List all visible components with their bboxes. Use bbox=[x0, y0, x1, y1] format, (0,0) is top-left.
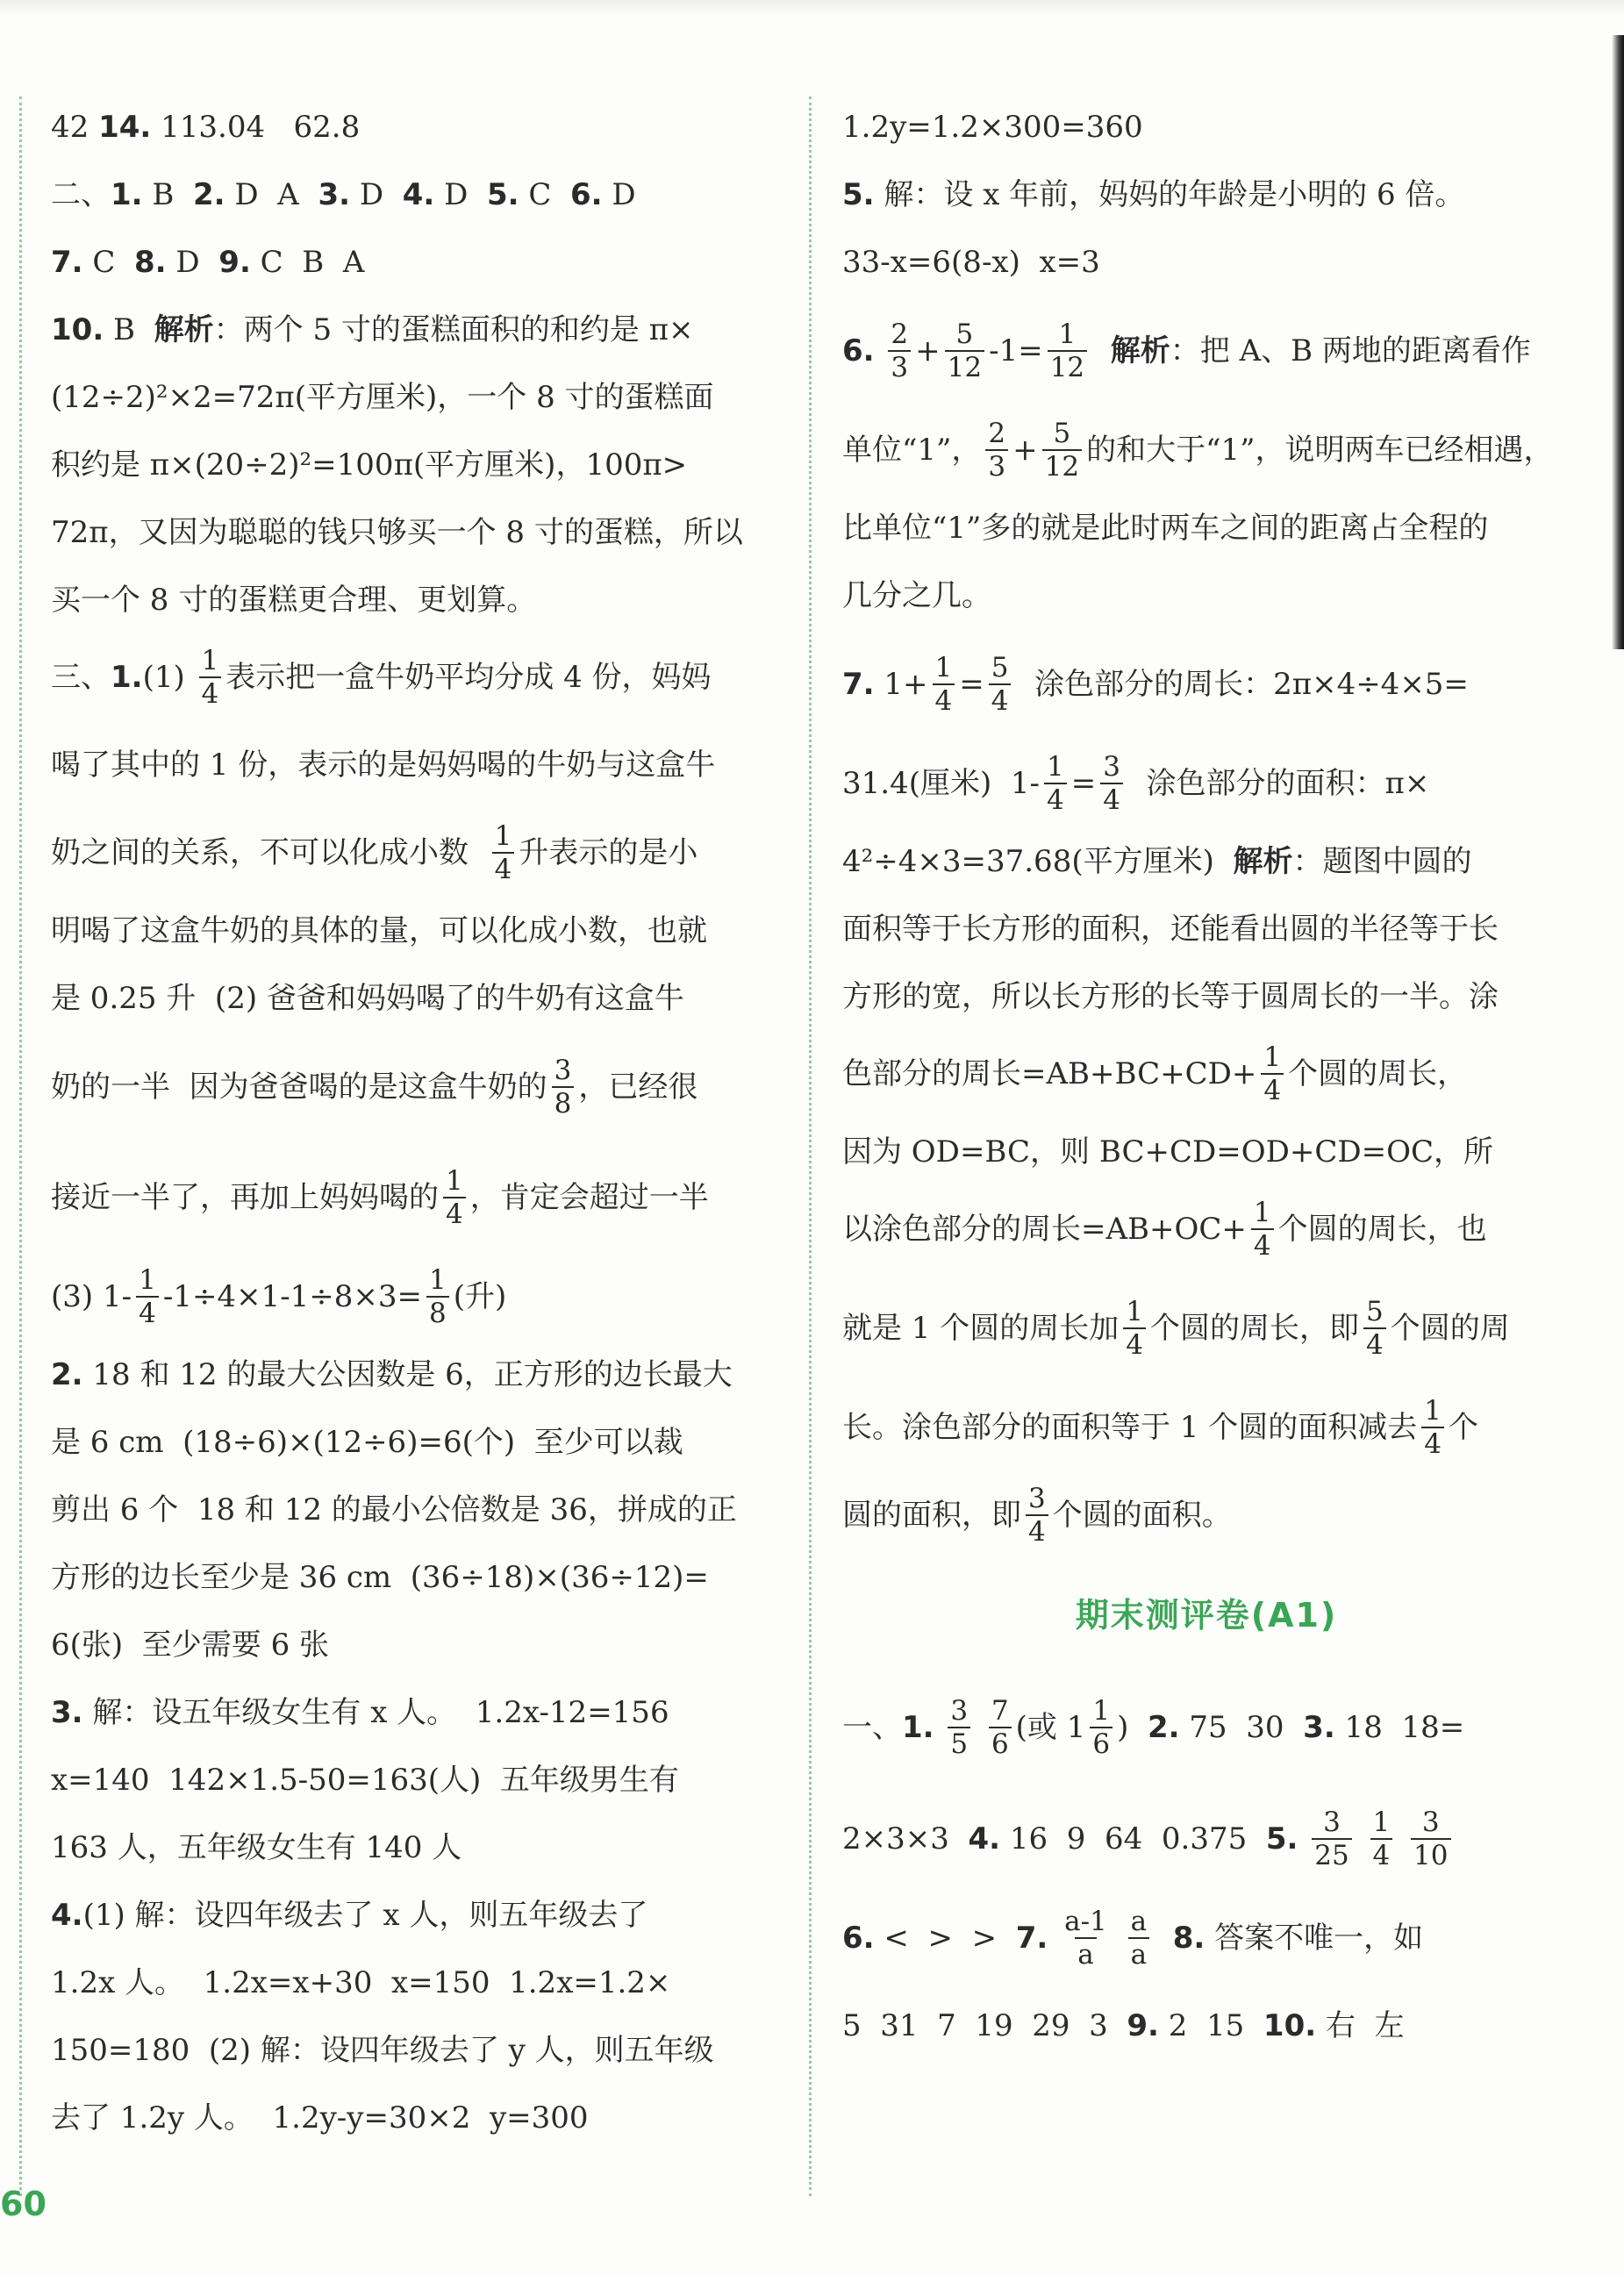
answer-line bbox=[51, 1949, 781, 2016]
answer-text: 解：设 x 年前，妈妈的年龄是小明的 6 倍。 bbox=[874, 176, 1465, 212]
answer-text: 150=180 (2) 解：设四年级去了 y 人，则五年级 bbox=[51, 2032, 714, 2068]
answer-line bbox=[51, 2016, 781, 2084]
fraction-numerator: 3 bbox=[554, 1055, 572, 1086]
answer-text: 圆的面积，即 bbox=[842, 1498, 1021, 1533]
fraction bbox=[552, 1055, 575, 1120]
answer-line bbox=[51, 566, 781, 633]
question-number: 7. bbox=[842, 667, 875, 702]
answer-text: 升表示的是小 bbox=[519, 835, 698, 870]
answer-text: 长。涂色部分的面积等于 1 个圆的面积减去 bbox=[842, 1410, 1418, 1445]
fraction-denominator: 4 bbox=[1251, 1228, 1274, 1262]
answer-text: 1.2x 人。 1.2x=x+30 x=150 1.2x=1.2× bbox=[51, 1964, 671, 2000]
question-number: 5. bbox=[486, 176, 519, 212]
answer-line bbox=[51, 498, 781, 566]
fraction bbox=[989, 1695, 1012, 1760]
answer-text: 喝了其中的 1 份，表示的是妈妈喝的牛奶与这盒牛 bbox=[51, 748, 716, 783]
fraction bbox=[1312, 1806, 1351, 1871]
answer-line bbox=[842, 1671, 1570, 1784]
answer-line bbox=[842, 1030, 1570, 1118]
answer-text: ) bbox=[1117, 1710, 1148, 1745]
answer-text: 表示把一盒牛奶平均分成 4 份，妈妈 bbox=[225, 660, 712, 695]
answer-line bbox=[842, 1273, 1570, 1384]
fraction-numerator: 1 bbox=[139, 1264, 156, 1296]
answer-text: 个圆的周长，也 bbox=[1277, 1212, 1487, 1247]
question-number: 7. bbox=[1015, 1921, 1048, 1956]
question-number: 4. bbox=[402, 176, 435, 212]
answer-line bbox=[842, 1384, 1570, 1471]
answer-text: 三、 bbox=[51, 660, 111, 695]
answer-line bbox=[51, 296, 781, 363]
question-number: 10. bbox=[51, 311, 104, 347]
fraction bbox=[1062, 1906, 1110, 1971]
fraction-denominator: 8 bbox=[552, 1086, 575, 1120]
question-number: 8. bbox=[1172, 1921, 1205, 1956]
fraction bbox=[989, 652, 1012, 717]
answer-column-right bbox=[842, 93, 1570, 2070]
question-number: 1. bbox=[111, 660, 143, 695]
fraction-denominator: a bbox=[1075, 1937, 1096, 1971]
answer-text: 以涂色部分的周长=AB+OC+ bbox=[842, 1212, 1247, 1247]
answer-text: C bbox=[519, 176, 570, 212]
answer-text: D bbox=[166, 244, 219, 280]
question-number: 3. bbox=[318, 176, 351, 212]
answer-line bbox=[842, 1982, 1570, 2070]
question-number: 9. bbox=[218, 244, 251, 280]
answer-text: 一、 bbox=[842, 1710, 902, 1745]
answer-line bbox=[51, 1543, 781, 1611]
answer-text: ：把 A、B 两地的距离看作 bbox=[1170, 333, 1531, 368]
answer-text bbox=[1091, 333, 1111, 368]
answer-text: + bbox=[915, 333, 941, 368]
question-number: 7. bbox=[51, 244, 83, 280]
answer-line bbox=[842, 1471, 1570, 1559]
answer-line bbox=[842, 1784, 1570, 1894]
fraction-denominator: 6 bbox=[989, 1727, 1012, 1760]
answer-text: 个圆的面积。 bbox=[1052, 1498, 1232, 1533]
fraction bbox=[443, 1165, 466, 1230]
fraction bbox=[1370, 1806, 1393, 1871]
answer-text: 个 bbox=[1448, 1410, 1478, 1445]
answer-line bbox=[51, 161, 781, 228]
fraction-numerator: 5 bbox=[955, 318, 974, 350]
answer-text: 几分之几。 bbox=[842, 577, 991, 613]
fraction bbox=[1048, 318, 1087, 383]
answer-text bbox=[975, 1710, 984, 1745]
answer-line bbox=[51, 1032, 781, 1142]
answer-line bbox=[51, 1814, 781, 1881]
fraction-numerator: 1 bbox=[1424, 1395, 1442, 1427]
fraction-numerator: 1 bbox=[934, 652, 953, 683]
question-number: 解析 bbox=[1110, 333, 1170, 368]
answer-text: 是 0.25 升 (2) 爸爸和妈妈喝了的牛奶有这盒牛 bbox=[51, 980, 684, 1016]
answer-text: 163 人，五年级女生有 140 人 bbox=[51, 1829, 462, 1865]
answer-text: + bbox=[1012, 433, 1038, 468]
fraction bbox=[933, 652, 955, 717]
answer-text: C B A bbox=[250, 244, 365, 280]
answer-line bbox=[51, 1746, 781, 1814]
answer-text: D bbox=[602, 176, 636, 212]
answer-text: 的和大于“1”，说明两车已经相遇， bbox=[1086, 433, 1554, 468]
answer-line bbox=[51, 1476, 781, 1543]
answer-line bbox=[842, 562, 1570, 629]
fraction-denominator: 4 bbox=[1026, 1514, 1048, 1548]
question-number: 解析 bbox=[154, 311, 214, 347]
fraction-numerator: a bbox=[1130, 1906, 1148, 1937]
fraction-denominator: 4 bbox=[443, 1197, 466, 1230]
answer-text: D A bbox=[225, 176, 318, 212]
answer-text: 期末测评卷(A1) bbox=[1075, 1596, 1338, 1635]
fraction-denominator: 4 bbox=[1421, 1427, 1444, 1460]
fraction-numerator: 1 bbox=[1253, 1197, 1271, 1228]
answer-text: 2 15 bbox=[1158, 2008, 1263, 2043]
answer-text bbox=[1397, 1821, 1406, 1856]
answer-text: (升) bbox=[453, 1279, 507, 1314]
fraction-numerator: 2 bbox=[988, 418, 1006, 449]
fraction-denominator: 4 bbox=[492, 852, 515, 885]
answer-line bbox=[51, 1678, 781, 1746]
fraction bbox=[985, 418, 1008, 483]
question-number: 6. bbox=[569, 176, 603, 212]
answer-text: 比单位“1”多的就是此时两车之间的距离占全程的 bbox=[842, 510, 1489, 546]
fraction bbox=[948, 1695, 970, 1760]
answer-text: 就是 1 个圆的周长加 bbox=[842, 1311, 1120, 1346]
answer-text: = bbox=[959, 667, 984, 702]
fraction bbox=[1128, 1906, 1149, 1971]
answer-text: 剪出 6 个 18 和 12 的最小公倍数是 36，拼成的正 bbox=[51, 1492, 737, 1527]
fraction-denominator: 4 bbox=[1123, 1327, 1146, 1361]
answer-text bbox=[1356, 1821, 1366, 1856]
answer-text: 去了 1.2y 人。 1.2y-y=30×2 y=300 bbox=[51, 2100, 589, 2135]
answer-text: (3) 1- bbox=[51, 1279, 132, 1314]
fraction bbox=[1261, 1041, 1284, 1106]
answer-text: = bbox=[1070, 766, 1097, 801]
fraction-denominator: 6 bbox=[1090, 1727, 1112, 1760]
fraction-denominator: 12 bbox=[1042, 449, 1082, 483]
answer-text: (1) 解：设四年级去了 x 人，则五年级去了 bbox=[82, 1897, 648, 1933]
question-number: 9. bbox=[1127, 2008, 1159, 2043]
question-number: 14. bbox=[98, 109, 152, 145]
fraction-denominator: 25 bbox=[1312, 1838, 1351, 1871]
fraction-numerator: 3 bbox=[1323, 1806, 1341, 1838]
fraction-numerator: 3 bbox=[1421, 1806, 1440, 1838]
fraction bbox=[1100, 751, 1123, 816]
fraction-denominator: 4 bbox=[1261, 1073, 1284, 1106]
answer-text bbox=[1048, 1921, 1057, 1956]
answer-line bbox=[842, 1118, 1570, 1185]
fraction-denominator: 4 bbox=[1370, 1838, 1393, 1871]
fraction-denominator: a bbox=[1128, 1937, 1149, 1971]
answer-text: 方形的边长至少是 36 cm (36÷18)×(36÷12)= bbox=[51, 1559, 709, 1595]
fraction bbox=[888, 318, 911, 383]
answer-line bbox=[51, 228, 781, 296]
fraction-numerator: 5 bbox=[991, 652, 1009, 683]
answer-text: 72π，又因为聪聪的钱只够买一个 8 寸的蛋糕，所以 bbox=[51, 514, 743, 550]
answer-text: 18 和 12 的最大公因数是 6，正方形的边长最大 bbox=[82, 1356, 733, 1392]
answer-text: 涂色部分的面积：π× bbox=[1127, 766, 1430, 801]
fraction-numerator: 3 bbox=[1103, 751, 1120, 783]
answer-line bbox=[842, 1185, 1570, 1273]
answer-text bbox=[1154, 1921, 1173, 1956]
answer-line bbox=[51, 721, 781, 809]
question-number: 6. bbox=[842, 333, 875, 368]
fraction-numerator: 1 bbox=[1046, 751, 1064, 783]
answer-text: 二、 bbox=[51, 176, 111, 212]
fraction-numerator: 1 bbox=[1263, 1041, 1282, 1073]
answer-text: ：两个 5 寸的蛋糕面积的和约是 π× bbox=[213, 311, 694, 347]
fraction-numerator: a-1 bbox=[1064, 1906, 1107, 1937]
fraction-numerator: 5 bbox=[1365, 1296, 1384, 1327]
fraction-denominator: 8 bbox=[426, 1296, 449, 1329]
answer-text: 右 左 bbox=[1316, 2008, 1405, 2043]
answer-line bbox=[51, 809, 781, 897]
answer-line bbox=[842, 228, 1570, 296]
fraction-denominator: 4 bbox=[1100, 783, 1123, 816]
answer-line bbox=[51, 633, 781, 721]
fraction bbox=[426, 1264, 449, 1329]
answer-line bbox=[842, 629, 1570, 740]
fraction-denominator: 12 bbox=[1048, 350, 1087, 383]
answer-text bbox=[875, 333, 884, 368]
answer-line bbox=[51, 964, 781, 1032]
answer-text: 积约是 π×(20÷2)²=100π(平方厘米)，100π> bbox=[51, 447, 688, 483]
fraction bbox=[1090, 1695, 1112, 1760]
question-number: 3. bbox=[51, 1694, 83, 1730]
answer-line bbox=[51, 897, 781, 964]
answer-text: ，肯定会超过一半 bbox=[469, 1180, 709, 1215]
page-number: 60 bbox=[0, 2185, 47, 2223]
answer-line bbox=[842, 740, 1570, 827]
answer-column-left bbox=[51, 93, 781, 2151]
answer-line bbox=[51, 1611, 781, 1678]
fraction-denominator: 4 bbox=[199, 676, 222, 710]
answer-text: D bbox=[350, 176, 403, 212]
answer-text: 答案不唯一，如 bbox=[1205, 1921, 1424, 1956]
fraction bbox=[199, 645, 222, 710]
answer-text: 6(张) 至少需要 6 张 bbox=[51, 1627, 330, 1663]
fraction-numerator: 5 bbox=[1053, 418, 1071, 449]
answer-line bbox=[842, 494, 1570, 562]
answer-text: 33-x=6(8-x) x=3 bbox=[842, 244, 1100, 280]
answer-line bbox=[842, 962, 1570, 1030]
answer-line bbox=[842, 296, 1570, 406]
binding-edge bbox=[1612, 35, 1624, 649]
fraction-numerator: 1 bbox=[429, 1264, 447, 1296]
answer-line bbox=[51, 363, 781, 431]
answer-text: 色部分的周长=AB+BC+CD+ bbox=[842, 1056, 1257, 1091]
question-number: 8. bbox=[134, 244, 167, 280]
fraction bbox=[1251, 1197, 1274, 1262]
answer-text: 31.4(厘米) 1- bbox=[842, 766, 1040, 801]
fraction bbox=[1026, 1483, 1048, 1548]
fraction bbox=[1042, 418, 1082, 483]
answer-text bbox=[934, 1710, 944, 1745]
fraction-numerator: 1 bbox=[446, 1165, 463, 1197]
answer-text: (1) bbox=[142, 660, 195, 695]
fraction-denominator: 12 bbox=[945, 350, 984, 383]
answer-text: 买一个 8 寸的蛋糕更合理、更划算。 bbox=[51, 582, 537, 618]
question-number: 6. bbox=[842, 1921, 875, 1956]
answer-text: 明喝了这盒牛奶的具体的量，可以化成小数，也就 bbox=[51, 912, 707, 948]
fraction-denominator: 10 bbox=[1411, 1838, 1450, 1871]
answer-text: < > > bbox=[874, 1921, 1016, 1956]
answer-text: D bbox=[434, 176, 487, 212]
fraction bbox=[1411, 1806, 1450, 1871]
fraction bbox=[1044, 751, 1067, 816]
fraction bbox=[1123, 1296, 1146, 1361]
answer-text: C bbox=[82, 244, 135, 280]
answer-text: 5 31 7 19 29 3 bbox=[842, 2008, 1127, 2043]
answer-text: ，已经很 bbox=[578, 1070, 698, 1105]
answer-text bbox=[1298, 1821, 1307, 1856]
fraction bbox=[492, 820, 515, 885]
answer-line bbox=[842, 406, 1570, 494]
answer-line bbox=[51, 2084, 781, 2151]
fraction bbox=[945, 318, 984, 383]
answer-text: (或 1 bbox=[1015, 1710, 1086, 1745]
column-divider-rule bbox=[809, 97, 812, 2196]
answer-text: 接近一半了，再加上妈妈喝的 bbox=[51, 1180, 439, 1215]
question-number: 1. bbox=[902, 1710, 934, 1745]
answer-text: 面积等于长方形的面积，还能看出圆的半径等于长 bbox=[842, 911, 1499, 947]
fraction-numerator: 3 bbox=[950, 1695, 969, 1727]
answer-text: 奶的一半 因为爸爸喝的是这盒牛奶的 bbox=[51, 1070, 547, 1105]
question-number: 1. bbox=[111, 176, 143, 212]
answer-text: 个圆的周长， bbox=[1288, 1056, 1468, 1091]
fraction-numerator: 1 bbox=[1372, 1806, 1391, 1838]
answer-text: (12÷2)²×2=72π(平方厘米)，一个 8 寸的蛋糕面 bbox=[51, 379, 714, 415]
fraction-numerator: 7 bbox=[991, 1695, 1009, 1727]
fraction bbox=[1363, 1296, 1386, 1361]
answer-text: 42 bbox=[51, 109, 99, 145]
answer-text: -1÷4×1-1÷8×3= bbox=[162, 1279, 423, 1314]
fraction-denominator: 3 bbox=[985, 449, 1008, 483]
fraction-numerator: 2 bbox=[891, 318, 909, 350]
fraction-denominator: 3 bbox=[888, 350, 911, 383]
question-number: 3. bbox=[1303, 1710, 1335, 1745]
answer-text: 113.04 62.8 bbox=[151, 109, 361, 145]
section-heading bbox=[842, 1559, 1570, 1671]
answer-text: x=140 142×1.5-50=163(人) 五年级男生有 bbox=[51, 1762, 679, 1798]
fraction-numerator: 1 bbox=[494, 820, 512, 852]
answer-text: 个圆的周 bbox=[1390, 1311, 1510, 1346]
answer-text: 是 6 cm (18÷6)×(12÷6)=6(个) 至少可以裁 bbox=[51, 1424, 683, 1460]
question-number: 5. bbox=[842, 176, 875, 212]
fraction-denominator: 4 bbox=[1044, 783, 1067, 816]
answer-text: 4²÷4×3=37.68(平方厘米) bbox=[842, 843, 1234, 879]
question-number: 4. bbox=[51, 1897, 83, 1933]
question-number: 4. bbox=[968, 1821, 1001, 1856]
question-number: 2. bbox=[51, 1356, 83, 1392]
answer-text: 涂色部分的周长：2π×4÷4×5= bbox=[1015, 667, 1469, 702]
fraction-numerator: 1 bbox=[201, 645, 219, 676]
answer-text: 解：设五年级女生有 x 人。 1.2x-12=156 bbox=[82, 1694, 669, 1730]
answer-text: 2×3×3 bbox=[842, 1821, 969, 1856]
question-number: 2. bbox=[193, 176, 225, 212]
left-margin-rule bbox=[19, 97, 22, 2196]
answer-line bbox=[842, 93, 1570, 161]
fraction-denominator: 4 bbox=[136, 1296, 159, 1329]
answer-text: 因为 OD=BC，则 BC+CD=OD+CD=OC，所 bbox=[842, 1134, 1494, 1170]
answer-line bbox=[51, 1881, 781, 1949]
answer-text: B bbox=[142, 176, 193, 212]
page-top-edge bbox=[0, 0, 1624, 16]
answer-text: 奶之间的关系，不可以化成小数 bbox=[51, 835, 488, 870]
question-number: 2. bbox=[1148, 1710, 1180, 1745]
answer-text: -1= bbox=[989, 333, 1043, 368]
fraction-numerator: 1 bbox=[1126, 1296, 1143, 1327]
fraction-numerator: 1 bbox=[1092, 1695, 1111, 1727]
answer-line bbox=[51, 93, 781, 161]
answer-line bbox=[842, 827, 1570, 895]
answer-text: B bbox=[104, 311, 154, 347]
answer-text: 1+ bbox=[874, 667, 928, 702]
answer-line bbox=[51, 1408, 781, 1476]
answer-line bbox=[842, 161, 1570, 228]
answer-text: 单位“1”， bbox=[842, 433, 982, 468]
answer-line bbox=[51, 1253, 781, 1341]
fraction-denominator: 4 bbox=[933, 683, 955, 717]
answer-text: ：题图中圆的 bbox=[1292, 843, 1472, 879]
fraction-denominator: 5 bbox=[948, 1727, 970, 1760]
question-number: 10. bbox=[1263, 2008, 1317, 2043]
answer-text: 个圆的周长，即 bbox=[1149, 1311, 1359, 1346]
answer-text: 16 9 64 0.375 bbox=[1000, 1821, 1266, 1856]
answer-line bbox=[842, 895, 1570, 962]
fraction bbox=[1421, 1395, 1444, 1460]
answer-text: 方形的宽，所以长方形的长等于圆周长的一半。涂 bbox=[842, 978, 1499, 1014]
answer-line bbox=[51, 1142, 781, 1253]
fraction-denominator: 4 bbox=[1363, 1327, 1386, 1361]
fraction-numerator: 1 bbox=[1058, 318, 1077, 350]
question-number: 5. bbox=[1265, 1821, 1298, 1856]
answer-text: 18 18= bbox=[1334, 1710, 1465, 1745]
answer-text: 1.2y=1.2×300=360 bbox=[842, 109, 1143, 145]
answer-line bbox=[51, 431, 781, 498]
answer-line bbox=[51, 1341, 781, 1408]
fraction-numerator: 3 bbox=[1028, 1483, 1046, 1514]
fraction-denominator: 4 bbox=[989, 683, 1012, 717]
answer-line bbox=[842, 1894, 1570, 1982]
answer-text: 75 30 bbox=[1179, 1710, 1304, 1745]
question-number: 解析 bbox=[1233, 843, 1293, 879]
answer-text bbox=[1114, 1921, 1124, 1956]
fraction bbox=[136, 1264, 159, 1329]
